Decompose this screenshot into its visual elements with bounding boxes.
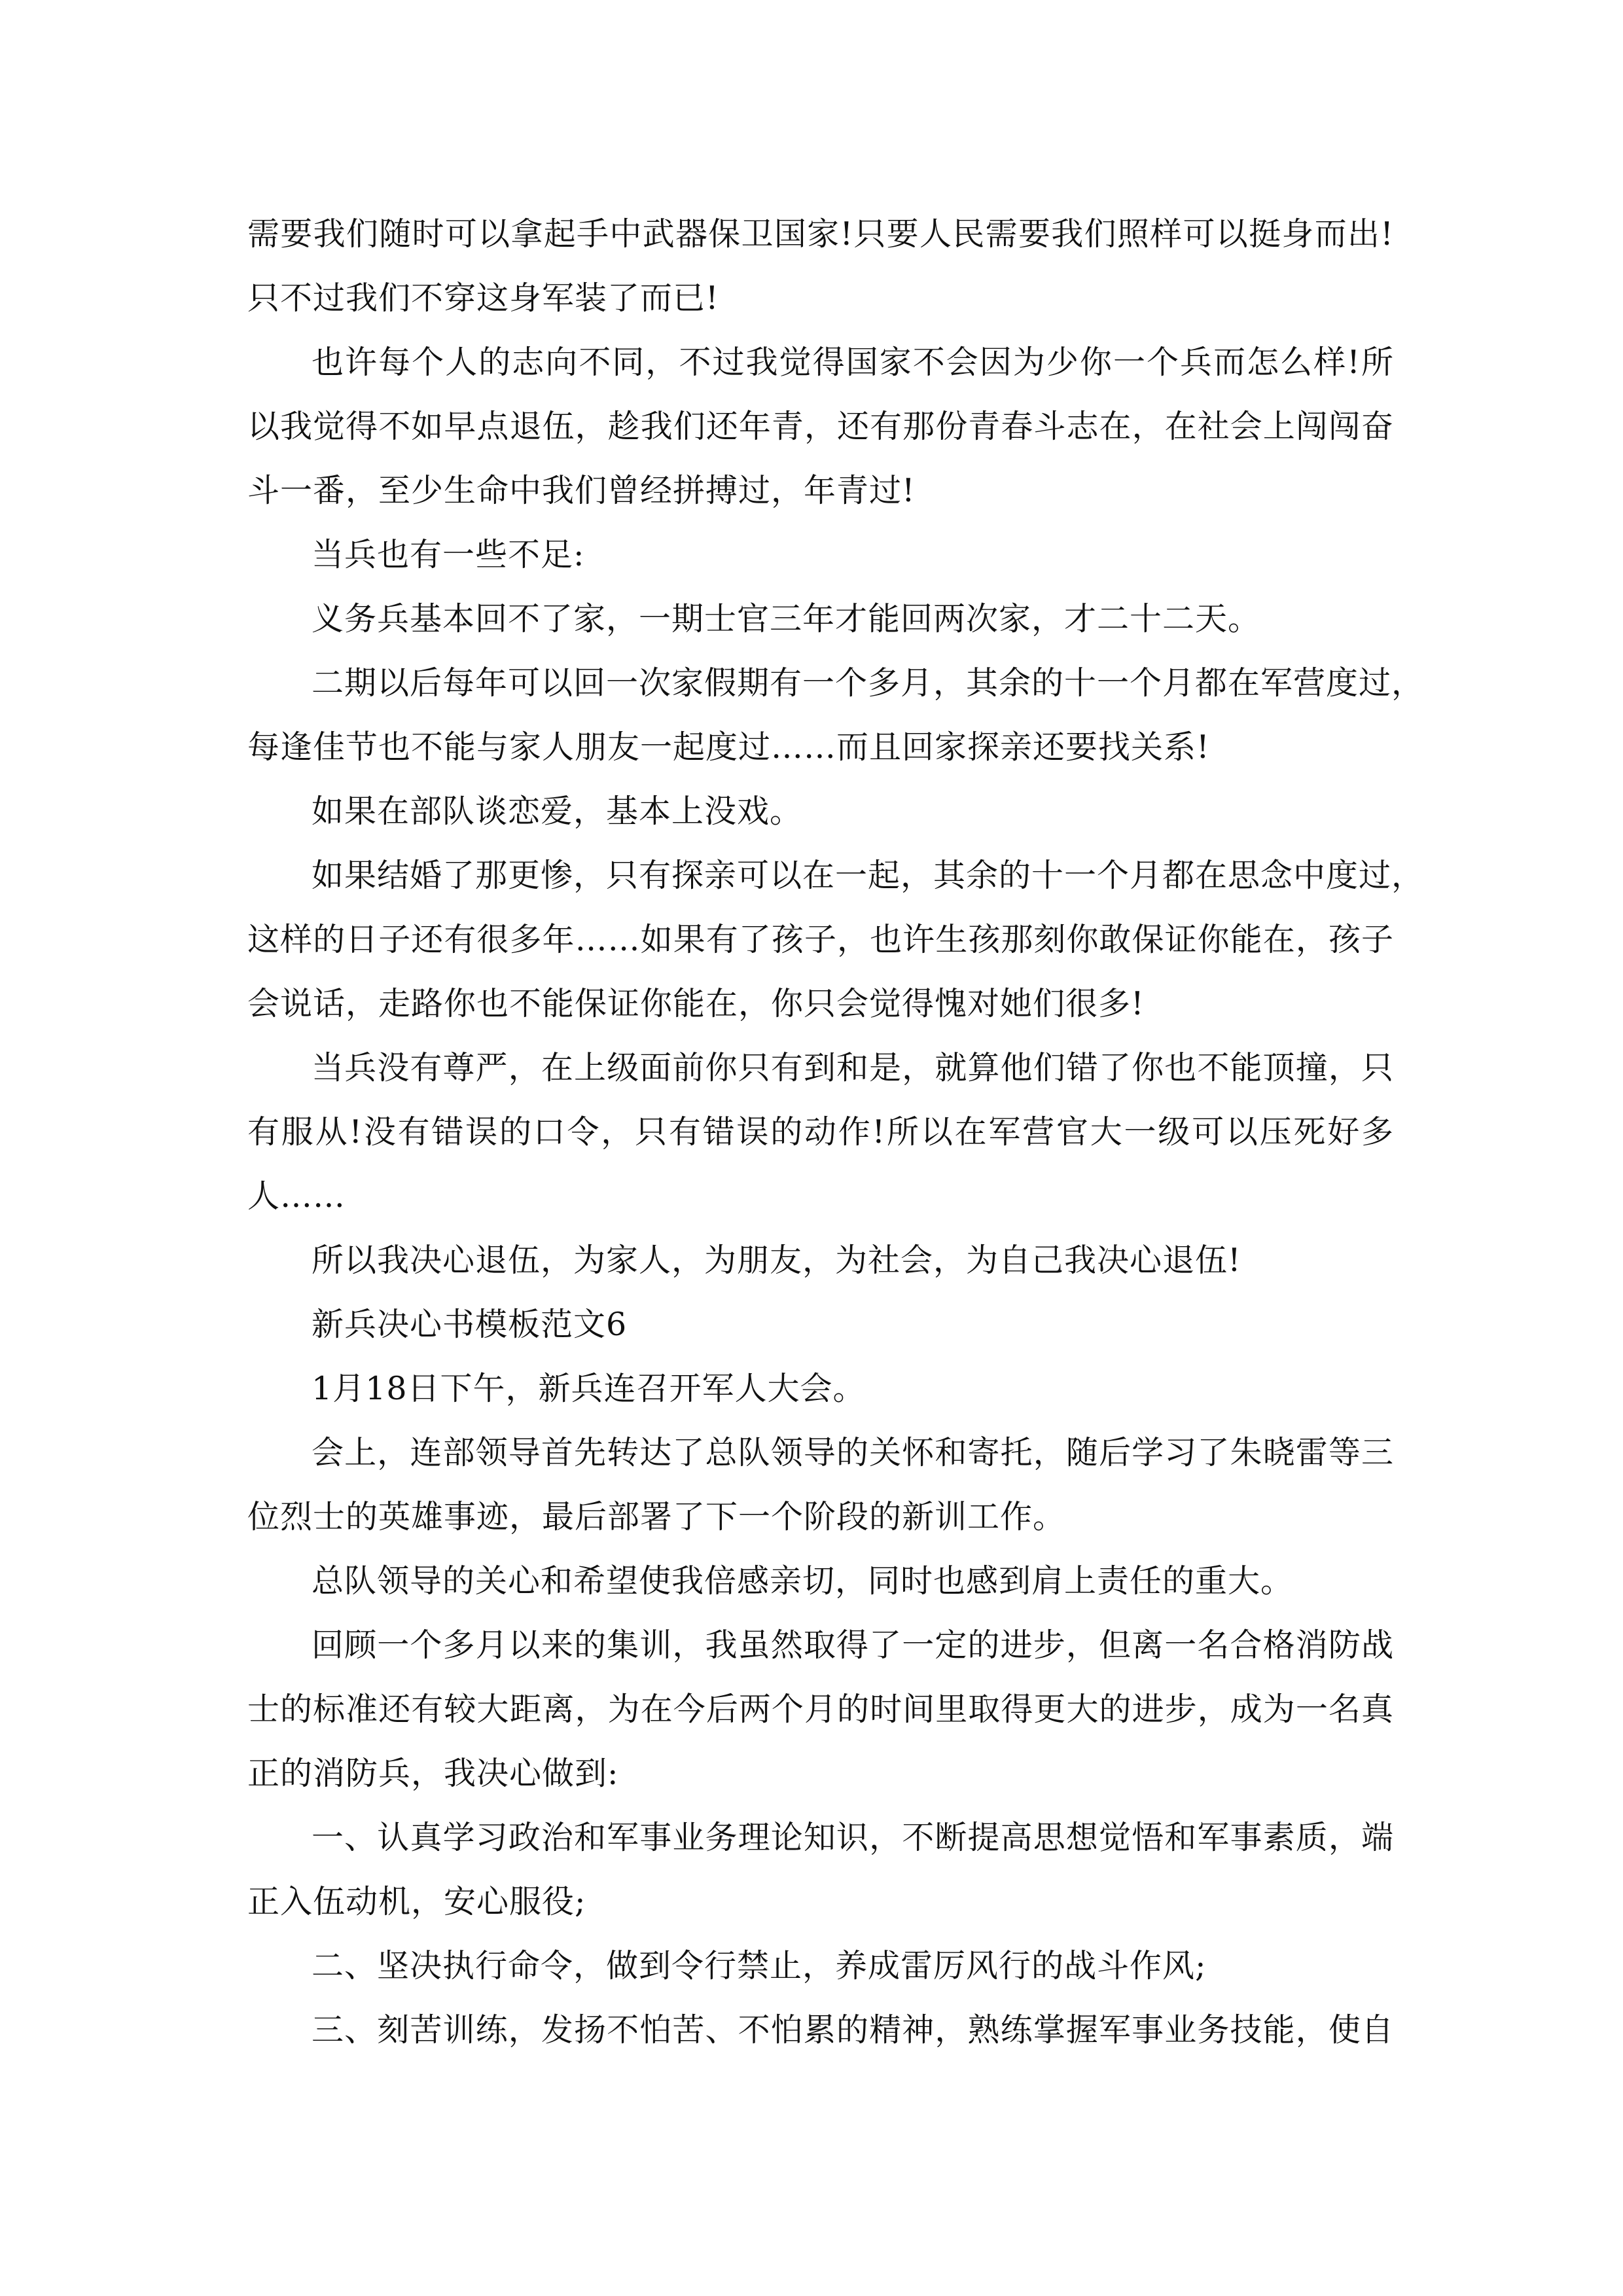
text-line: 只不过我们不穿这身军装了而已! [247, 279, 719, 317]
text-line: 会说话，走路你也不能保证你能在，你只会觉得愧对她们很多! [247, 985, 1145, 1022]
text-line: 义务兵基本回不了家，一期士官三年才能回两次家，才二十二天。 [312, 600, 1261, 637]
text-line: 也许每个人的志向不同，不过我觉得国家不会因为少你一个兵而怎么样!所 [312, 344, 1394, 381]
text-line: 士的标准还有较大距离，为在今后两个月的时间里取得更大的进步，成为一名真 [247, 1691, 1394, 1728]
text-line: 会上，连部领导首先转达了总队领导的关怀和寄托，随后学习了朱晓雷等三 [312, 1434, 1394, 1471]
text-line: 正入伍动机，安心服役; [247, 1883, 586, 1920]
text-line: 一、认真学习政治和军事业务理论知识，不断提高思想觉悟和军事素质，端 [312, 1819, 1394, 1856]
text-line: 总队领导的关心和希望使我倍感亲切，同时也感到肩上责任的重大。 [312, 1562, 1294, 1600]
text-line: 当兵也有一些不足: [312, 536, 585, 573]
text-line: 所以我决心退伍，为家人，为朋友，为社会，为自己我决心退伍! [312, 1242, 1241, 1279]
text-line: 每逢佳节也不能与家人朋友一起度过……而且回家探亲还要找关系! [247, 728, 1210, 766]
text-line: 1月18日下午，新兵连召开军人大会。 [312, 1370, 866, 1407]
section-heading: 新兵决心书模板范文6 [312, 1306, 628, 1343]
text-line: 正的消防兵，我决心做到: [247, 1755, 619, 1792]
text-line: 有服从!没有错误的口令，只有错误的动作!所以在军营官大一级可以压死好多 [247, 1113, 1394, 1151]
text-line: 回顾一个多月以来的集训，我虽然取得了一定的进步，但离一名合格消防战 [312, 1626, 1394, 1664]
text-line: 如果结婚了那更惨，只有探亲可以在一起，其余的十一个月都在思念中度过， [312, 857, 1425, 894]
text-line: 当兵没有尊严，在上级面前你只有到和是，就算他们错了你也不能顶撞，只 [312, 1049, 1394, 1086]
text-line: 位烈士的英雄事迹，最后部署了下一个阶段的新训工作。 [247, 1498, 1066, 1535]
text-line: 三、刻苦训练，发扬不怕苦、不怕累的精神，熟练掌握军事业务技能，使自 [312, 2011, 1394, 2049]
text-line: 二、坚决执行命令，做到令行禁止，养成雷厉风行的战斗作风; [312, 1947, 1207, 1984]
text-line: 如果在部队谈恋爱，基本上没戏。 [312, 793, 803, 830]
text-line: 二期以后每年可以回一次家假期有一个多月，其余的十一个月都在军营度过， [312, 664, 1425, 702]
text-line: 斗一番，至少生命中我们曾经拼搏过，年青过! [247, 472, 916, 509]
text-line: 以我觉得不如早点退伍，趁我们还年青，还有那份青春斗志在，在社会上闯闯奋 [247, 408, 1394, 445]
text-line: 需要我们随时可以拿起手中武器保卫国家!只要人民需要我们照样可以挺身而出! [247, 215, 1394, 253]
text-line: 人…… [247, 1177, 346, 1215]
text-line: 这样的日子还有很多年……如果有了孩子，也许生孩那刻你敢保证你能在，孩子 [247, 921, 1394, 958]
